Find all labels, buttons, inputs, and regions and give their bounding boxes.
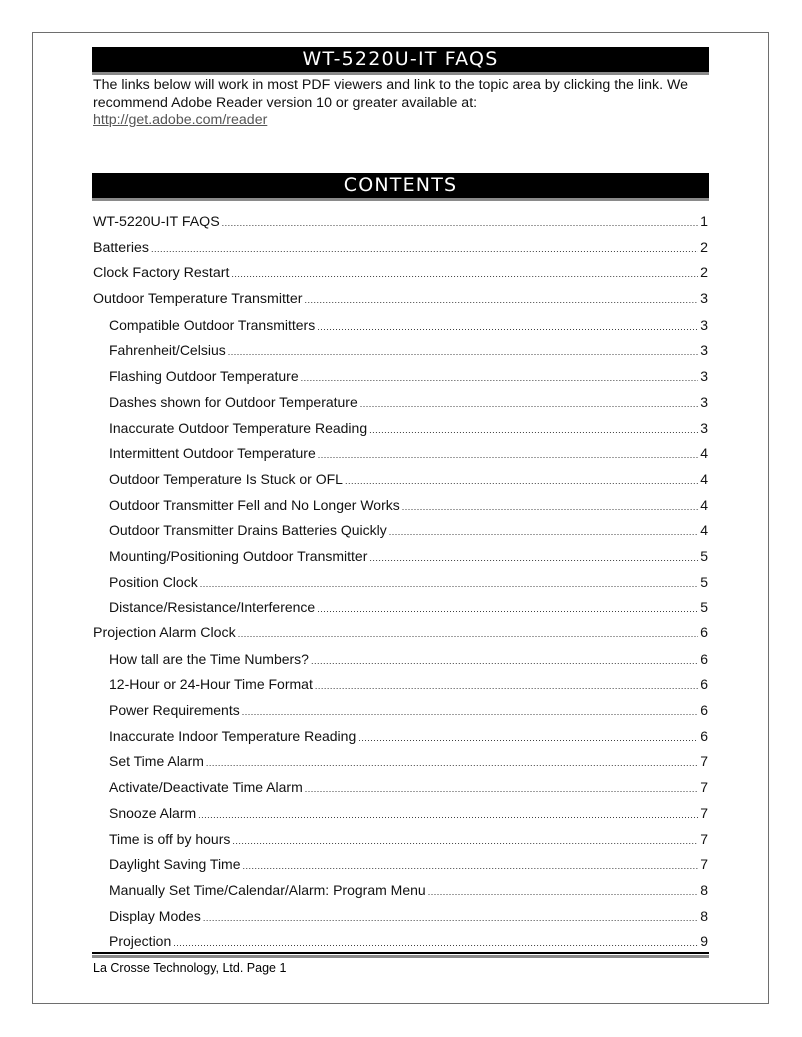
- toc-dot-leader: [345, 476, 698, 486]
- toc-entry[interactable]: [93, 394, 708, 420]
- toc-entry[interactable]: [93, 548, 708, 574]
- toc-entry[interactable]: [93, 856, 708, 882]
- toc-entry[interactable]: [93, 497, 708, 523]
- toc-entry[interactable]: [93, 753, 708, 779]
- adobe-reader-link[interactable]: http://get.adobe.com/reader: [93, 112, 268, 128]
- toc-entry-title[interactable]: Intermittent Outdoor Temperature: [109, 445, 316, 462]
- toc-entry[interactable]: [93, 599, 708, 625]
- toc-dot-leader: [203, 913, 698, 923]
- toc-entry-title[interactable]: Manually Set Time/Calendar/Alarm: Program Menu: [109, 881, 426, 898]
- toc-entry-title[interactable]: Daylight Saving Time: [109, 856, 241, 873]
- toc-page-number[interactable]: 7: [700, 856, 708, 873]
- toc-page-number[interactable]: 7: [700, 804, 708, 821]
- toc-entry-title[interactable]: Projection Alarm Clock: [93, 625, 236, 641]
- intro-paragraph: [93, 77, 708, 130]
- toc-dot-leader: [301, 373, 699, 383]
- toc-dot-leader: [238, 629, 698, 639]
- toc-entry-title[interactable]: WT-5220U-IT FAQS: [93, 214, 220, 230]
- toc-entry[interactable]: [93, 625, 708, 651]
- toc-dot-leader: [360, 399, 698, 409]
- toc-entry[interactable]: [93, 805, 708, 831]
- toc-page-number[interactable]: 4: [700, 470, 708, 487]
- toc-dot-leader: [305, 295, 699, 305]
- toc-entry[interactable]: [93, 908, 708, 934]
- toc-entry-title[interactable]: Compatible Outdoor Transmitters: [109, 316, 316, 333]
- toc-entry[interactable]: [93, 214, 708, 240]
- toc-entry[interactable]: [93, 702, 708, 728]
- toc-dot-leader: [311, 656, 698, 666]
- contents-heading: CONTENTS: [92, 173, 709, 198]
- table-of-contents: [93, 214, 708, 959]
- toc-page-number[interactable]: 4: [700, 522, 708, 539]
- toc-entry[interactable]: [93, 831, 708, 857]
- toc-entry[interactable]: [93, 317, 708, 343]
- toc-page-number[interactable]: 1: [700, 214, 708, 230]
- toc-entry-title[interactable]: Display Modes: [109, 907, 201, 924]
- toc-dot-leader: [315, 681, 698, 691]
- toc-entry[interactable]: [93, 471, 708, 497]
- toc-entry-title[interactable]: Fahrenheit/Celsius: [109, 342, 226, 359]
- toc-page-number[interactable]: 4: [700, 445, 708, 462]
- toc-entry-title[interactable]: Snooze Alarm: [109, 804, 197, 821]
- title-rule: [92, 72, 709, 75]
- toc-entry[interactable]: [93, 779, 708, 805]
- toc-page-number[interactable]: 5: [700, 573, 708, 590]
- toc-dot-leader: [222, 218, 698, 228]
- toc-entry[interactable]: [93, 342, 708, 368]
- toc-entry-title[interactable]: Projection: [109, 933, 172, 950]
- toc-dot-leader: [318, 450, 698, 460]
- toc-entry[interactable]: [93, 420, 708, 446]
- toc-entry-title[interactable]: Flashing Outdoor Temperature: [109, 368, 299, 385]
- toc-entry[interactable]: [93, 291, 708, 317]
- toc-entry-title[interactable]: Batteries: [93, 239, 149, 256]
- toc-dot-leader: [231, 269, 698, 279]
- toc-page-number[interactable]: 6: [700, 702, 708, 719]
- page-footer: La Crosse Technology, Ltd. Page 1: [93, 961, 287, 975]
- toc-entry[interactable]: [93, 676, 708, 702]
- toc-dot-leader: [428, 887, 699, 897]
- toc-entry-title[interactable]: Outdoor Transmitter Fell and No Longer Works: [109, 496, 400, 513]
- footer-rule-shadow: [92, 955, 709, 958]
- toc-entry-title[interactable]: Inaccurate Outdoor Temperature Reading: [109, 419, 368, 436]
- toc-dot-leader: [232, 836, 698, 846]
- toc-dot-leader: [198, 810, 698, 820]
- toc-page-number[interactable]: 3: [700, 342, 708, 359]
- toc-entry-title[interactable]: How tall are the Time Numbers?: [109, 650, 309, 667]
- toc-dot-leader: [358, 733, 698, 743]
- toc-entry-title[interactable]: Set Time Alarm: [109, 753, 204, 770]
- toc-entry-title[interactable]: Dashes shown for Outdoor Temperature: [109, 393, 358, 410]
- toc-page-number[interactable]: 7: [700, 779, 708, 796]
- toc-entry-title[interactable]: Clock Factory Restart: [93, 265, 230, 282]
- intro-text: The links below will work in most PDF viewers and link to the topic area by clicking the link. We recommend Adobe Reader version 10 or greater available at:: [93, 77, 689, 111]
- toc-page-number[interactable]: 6: [700, 625, 708, 641]
- toc-dot-leader: [305, 784, 698, 794]
- toc-dot-leader: [242, 707, 698, 717]
- toc-entry[interactable]: [93, 651, 708, 677]
- toc-dot-leader: [243, 861, 699, 871]
- toc-page-number[interactable]: 3: [700, 419, 708, 436]
- toc-entry[interactable]: [93, 265, 708, 291]
- toc-page-number[interactable]: 5: [700, 599, 708, 616]
- contents-rule: [92, 198, 709, 201]
- toc-entry[interactable]: [93, 368, 708, 394]
- toc-dot-leader: [151, 244, 698, 254]
- footer-rule: [92, 952, 709, 954]
- toc-entry[interactable]: [93, 522, 708, 548]
- toc-page-number[interactable]: 2: [700, 239, 708, 256]
- toc-page-number[interactable]: 2: [700, 265, 708, 282]
- toc-dot-leader: [206, 758, 698, 768]
- toc-dot-leader: [173, 938, 698, 948]
- toc-dot-leader: [317, 322, 698, 332]
- toc-page-number[interactable]: 6: [700, 676, 708, 693]
- toc-page-number[interactable]: 8: [700, 907, 708, 924]
- toc-dot-leader: [402, 502, 698, 512]
- toc-page-number[interactable]: 3: [700, 368, 708, 385]
- toc-page-number[interactable]: 4: [700, 496, 708, 513]
- toc-entry-title[interactable]: Position Clock: [109, 573, 198, 590]
- toc-entry-title[interactable]: Activate/Deactivate Time Alarm: [109, 779, 303, 796]
- toc-entry-title[interactable]: Power Requirements: [109, 702, 240, 719]
- toc-page-number[interactable]: 6: [700, 650, 708, 667]
- toc-entry-title[interactable]: Mounting/Positioning Outdoor Transmitter: [109, 547, 368, 564]
- toc-entry[interactable]: [93, 574, 708, 600]
- toc-entry-title[interactable]: Outdoor Temperature Transmitter: [93, 291, 303, 308]
- toc-entry-title[interactable]: 12-Hour or 24-Hour Time Format: [109, 676, 313, 693]
- toc-entry[interactable]: [93, 882, 708, 908]
- toc-dot-leader: [228, 347, 698, 357]
- toc-dot-leader: [369, 553, 698, 563]
- toc-entry[interactable]: [93, 445, 708, 471]
- toc-dot-leader: [200, 579, 699, 589]
- toc-entry-title[interactable]: Outdoor Transmitter Drains Batteries Quickly: [109, 522, 387, 539]
- toc-page-number[interactable]: 3: [700, 291, 708, 308]
- toc-page-number[interactable]: 7: [700, 830, 708, 847]
- toc-entry-title[interactable]: Outdoor Temperature Is Stuck or OFL: [109, 470, 343, 487]
- toc-page-number[interactable]: 3: [700, 316, 708, 333]
- toc-dot-leader: [389, 527, 698, 537]
- toc-page-number[interactable]: 9: [700, 933, 708, 950]
- toc-page-number[interactable]: 5: [700, 547, 708, 564]
- toc-entry-title[interactable]: Inaccurate Indoor Temperature Reading: [109, 727, 357, 744]
- toc-entry[interactable]: [93, 240, 708, 266]
- toc-entry[interactable]: [93, 728, 708, 754]
- toc-entry-title[interactable]: Time is off by hours: [109, 830, 231, 847]
- toc-page-number[interactable]: 6: [700, 727, 708, 744]
- toc-page-number[interactable]: 8: [700, 881, 708, 898]
- toc-page-number[interactable]: 7: [700, 753, 708, 770]
- toc-dot-leader: [369, 425, 698, 435]
- toc-entry-title[interactable]: Distance/Resistance/Interference: [109, 599, 316, 616]
- document-title: WT-5220U-IT FAQS: [92, 47, 709, 72]
- toc-dot-leader: [317, 604, 698, 614]
- toc-page-number[interactable]: 3: [700, 393, 708, 410]
